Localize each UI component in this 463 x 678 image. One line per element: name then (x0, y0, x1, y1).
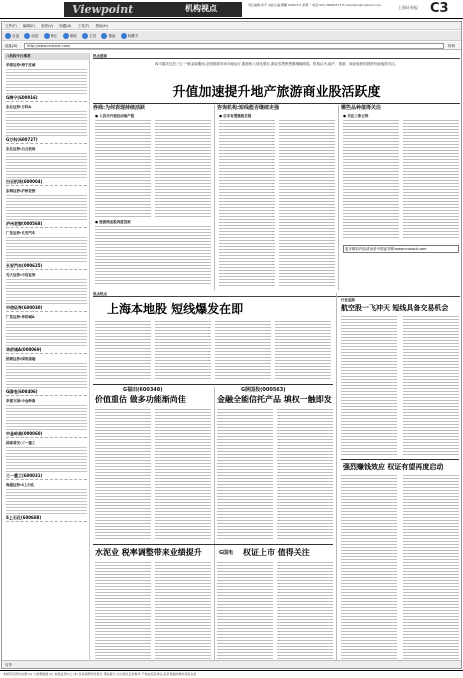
sidebar-item[interactable] (4, 315, 89, 354)
sidebar-item-stock: 三一重工(600031) (6, 473, 87, 480)
col3-body-b (403, 120, 459, 240)
sidebar-item-stock: 华侨城A(000069) (6, 347, 87, 354)
page-number: C3 (430, 1, 449, 16)
sidebar-item-stock: 中金岭南(000060) (6, 431, 87, 438)
col1-body-a (95, 120, 151, 218)
sidebar-item[interactable] (4, 483, 89, 522)
home-icon (82, 33, 88, 39)
right-subheadline: 强烈赚钱效应 权证有望再度启动 (343, 463, 444, 471)
bottom-mid-body-a (217, 562, 273, 662)
right-section-bar: 行业追踪 (341, 298, 355, 302)
bottom-left-title: 水泥业 税率调整带来业绩提升 (95, 548, 202, 557)
forward-button[interactable] (24, 31, 38, 41)
divider (93, 103, 460, 104)
menu-file[interactable]: 文件(F) (5, 24, 17, 28)
sidebar-header: 八机构今日推荐 (4, 53, 89, 60)
address-label: 地址(D) (5, 44, 18, 48)
lower-left-title: 价值重估 做多功能渐尚佳 (95, 395, 186, 404)
sidebar-item[interactable] (4, 189, 89, 228)
refresh-label: 刷新 (69, 34, 77, 38)
mid-body-c (215, 321, 271, 381)
bottom-left-body-a (95, 562, 151, 662)
sidebar-item-title: 国泰君安:三一重工 (6, 441, 36, 445)
home-button[interactable] (82, 31, 96, 41)
star-icon (121, 33, 127, 39)
bottom-mid-body-b (277, 562, 333, 662)
masthead (0, 0, 463, 19)
menu-bar (2, 22, 461, 30)
lower-mid-body-a (217, 409, 273, 541)
sidebar-item-title: 东海证券:泸州老窖 (6, 189, 36, 193)
lower-mid-body-b (277, 409, 333, 541)
go-button[interactable]: 转到 (448, 44, 455, 48)
sidebar-item-body (6, 489, 87, 515)
refresh-button[interactable] (63, 31, 77, 41)
lower-mid-head: G陕国投(000563) (241, 387, 286, 393)
sidebar-item-stock: G万科(600727) (6, 137, 87, 144)
bottom-left-body-b (155, 562, 211, 662)
sidebar-item-body (6, 321, 87, 347)
col1-heading: 券商:为何表现持续活跃 (93, 105, 146, 111)
address-bar (2, 42, 461, 50)
col2-body-a (219, 120, 275, 286)
right-body-c (341, 475, 397, 661)
col1-body-b (155, 120, 211, 218)
status-bar: 完毕 (2, 660, 461, 668)
mid-body-d (275, 321, 331, 381)
column-rule (214, 387, 215, 665)
mid-body-a (95, 321, 151, 381)
cnstock-link[interactable]: 更多精彩内容请登录中国证券网:www.cnstock.com (343, 245, 459, 253)
sidebar-item-stock: G国电(600406) (6, 389, 87, 396)
article-content (93, 53, 460, 665)
sidebar-item-title: 广发证券:华侨城A (6, 315, 35, 319)
paper-name: 上海证券报 (398, 5, 418, 10)
refresh-icon (63, 33, 69, 39)
lede-text: 四川震灾过后,"五一"黄金周期间,全国旅游市场平稳运行,旅游收入同比增长,商业零售销售额增幅明显。机构认为,地产、旅游、商业板块的投资价值值得关注。 (154, 62, 399, 66)
sidebar-item-body (6, 153, 87, 179)
home-label: 主页 (89, 34, 97, 38)
sidebar-item-title: 华泰证券:海宁皮城 (6, 63, 36, 67)
sidebar (4, 53, 90, 665)
toolbar (2, 31, 461, 41)
section-bar-top: 热点透视 (93, 53, 460, 59)
lower-left-body-a (95, 409, 151, 541)
sidebar-item-title: 海通证券:S上石化 (6, 483, 35, 487)
divider (93, 384, 333, 385)
back-button[interactable] (5, 31, 19, 41)
col3-subhead: ● 关注三条主线 (343, 114, 369, 118)
column-rule (336, 293, 337, 665)
column-rule (338, 105, 339, 290)
stop-button[interactable] (44, 31, 58, 41)
menu-help[interactable]: 帮助(H) (95, 24, 108, 28)
sidebar-item-body (6, 111, 87, 137)
col1-subhead-2: ● 旅游商业股再度活跃 (95, 220, 131, 224)
sidebar-item-title: 招商证券:国电南瑞 (6, 357, 36, 361)
sidebar-item[interactable] (4, 147, 89, 186)
section-title-en: Viewpoint (72, 3, 134, 16)
lower-left-body-b (155, 409, 211, 541)
section-bar-mid: 焦点热点 (93, 291, 460, 297)
section-title-cn: 机构视点 (185, 4, 217, 13)
menu-tools[interactable]: 工具(T) (77, 24, 90, 28)
sidebar-item-body (6, 279, 87, 305)
sidebar-item-body (6, 405, 87, 431)
col2-subhead: ● 后市有望继续走强 (219, 114, 252, 118)
browser-window (1, 21, 462, 669)
search-button[interactable] (101, 31, 115, 41)
right-body-d (403, 475, 459, 661)
sidebar-item-body (6, 195, 87, 221)
favorites-label: 收藏夹 (127, 34, 139, 38)
forward-icon (24, 33, 30, 39)
sidebar-item-body (6, 447, 87, 473)
sidebar-item[interactable] (4, 399, 89, 438)
sidebar-item[interactable] (4, 357, 89, 396)
bottom-mid-head: G国电 (219, 550, 234, 556)
sidebar-item-stock: 中信证券(600030) (6, 305, 87, 312)
favorites-button[interactable] (121, 31, 139, 41)
menu-edit[interactable]: 编辑(E) (22, 24, 35, 28)
sidebar-item[interactable] (4, 231, 89, 270)
sidebar-item[interactable] (4, 105, 89, 144)
sidebar-item-body (6, 237, 87, 263)
sidebar-item-stock: 白云机场(600004) (6, 179, 87, 186)
stop-icon (44, 33, 50, 39)
sidebar-item-title: 光大证券:中信证券 (6, 273, 36, 277)
col2-body-b (279, 120, 335, 286)
search-label: 搜索 (108, 34, 116, 38)
search-icon (101, 33, 107, 39)
right-body-a (341, 316, 397, 456)
sidebar-item-stock: 长安汽车(000625) (6, 263, 87, 270)
menu-favorites[interactable]: 收藏(A) (59, 24, 72, 28)
right-headline: 航空股一飞冲天 短线具备交易机会 (341, 304, 449, 312)
divider (341, 459, 459, 460)
sidebar-item-body (6, 363, 87, 389)
col3-body-a (343, 120, 399, 240)
col2-heading: 咨询机构:短线能否继续走强 (217, 105, 280, 111)
mid-body-b (155, 321, 211, 381)
sidebar-item-stock: G海宁(600016) (6, 95, 87, 102)
col1-body-c (95, 226, 211, 286)
stop-label: 停止 (50, 34, 58, 38)
lower-left-head: G福田(600348) (123, 387, 163, 393)
forward-label: 前进 (31, 34, 39, 38)
sidebar-item[interactable] (4, 441, 89, 480)
right-body-b (403, 316, 459, 456)
menu-view[interactable]: 查看(V) (40, 24, 54, 28)
bottom-mid-title: 权证上市 值得关注 (243, 548, 310, 557)
sidebar-item-stock: 泸州老窖(000568) (6, 221, 87, 228)
back-label: 后退 (12, 34, 19, 38)
address-input[interactable]: http://www.cnstock.com/ (24, 43, 444, 49)
sidebar-item[interactable] (4, 273, 89, 312)
col1-subhead: ● 人民币升值拉动地产股 (95, 114, 135, 118)
sidebar-item[interactable] (4, 63, 89, 102)
masthead-info: 责任编辑:李平 本版主编:曹鹏 2008.5.5 星期一 电话:021-38967573 E-mail:lipin@cnstock.com (248, 3, 381, 7)
sidebar-item-title: 东北证券:白云机场 (6, 147, 36, 151)
back-icon (5, 33, 11, 39)
divider (93, 544, 333, 545)
page-footer: 本版所有资料来源:(1) 大智慧数据 (2) 本报信息中心 (3) 各券商研究所报告 风险提示:文中观点仅供参考,不构成投资建议,投资者据此操作风险自担 (0, 670, 463, 678)
col3-heading: 哪些品种值得关注 (341, 105, 382, 111)
main-headline: 升值加速提升地产旅游商业股活跃度 (172, 85, 381, 100)
sidebar-item-title: 广发证券:长安汽车 (6, 231, 36, 235)
mid-headline: 上海本地股 短线爆发在即 (107, 302, 244, 316)
sidebar-item-title: 东北证券:万科A (6, 105, 32, 109)
sidebar-item-stock: S上石化(600688) (6, 515, 87, 522)
lower-mid-title: 金融全能信托产品 填权一触即发 (217, 395, 332, 404)
sidebar-item-title: 申银万国:中金岭南 (6, 399, 36, 403)
sidebar-item-body (6, 69, 87, 95)
column-rule (214, 105, 215, 290)
